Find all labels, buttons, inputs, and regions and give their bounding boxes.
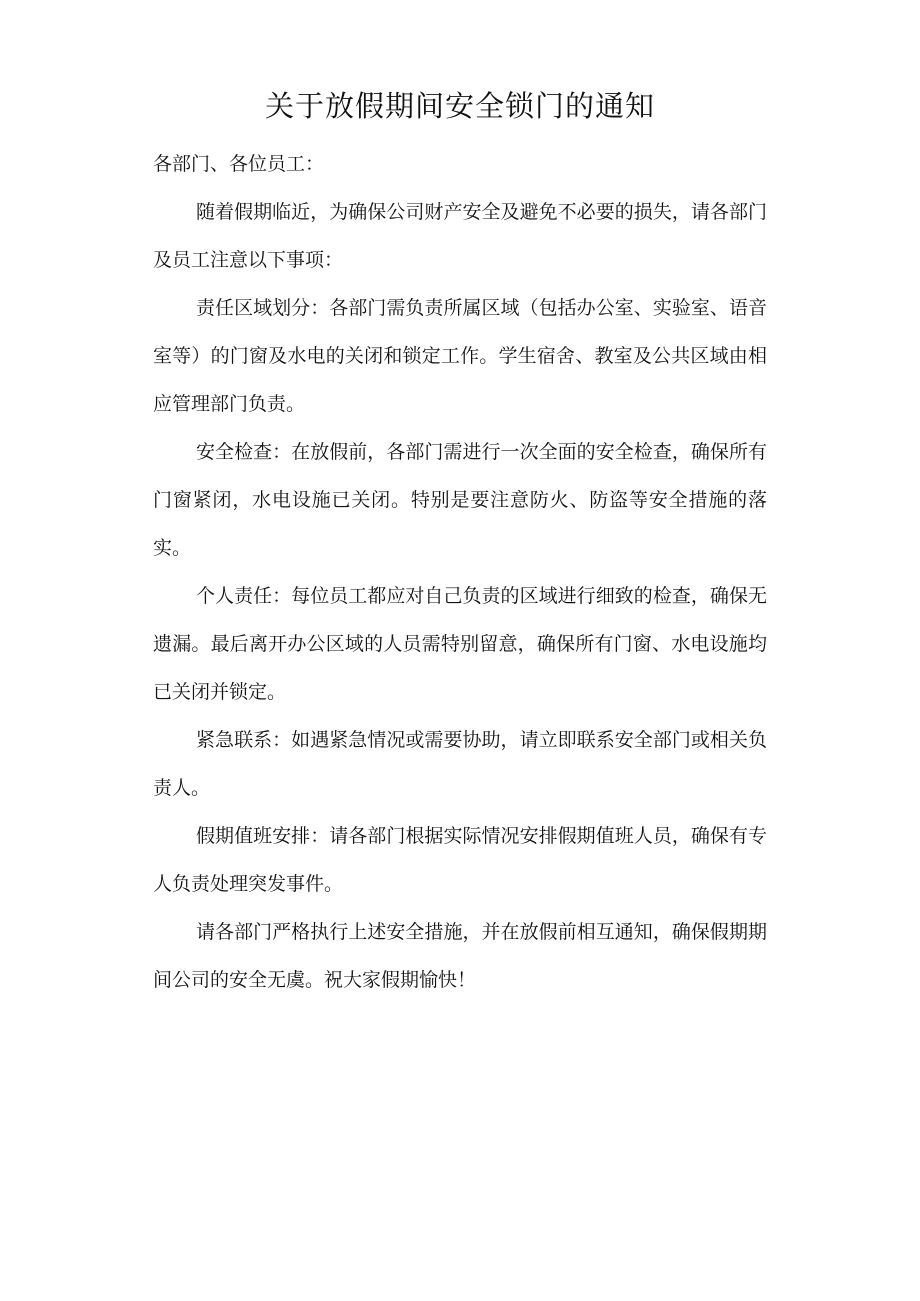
- salutation: 各部门、各位员工：: [153, 153, 325, 175]
- paragraph-holiday-duty: 假期值班安排：请各部门根据实际情况安排假期值班人员，确保有专人负责处理突发事件。: [153, 825, 767, 895]
- document-body: [153, 140, 767, 1004]
- paragraph-closing: 请各部门严格执行上述安全措施，并在放假前相互通知，确保假期期间公司的安全无虞。祝大家假期愉快！: [153, 921, 767, 991]
- paragraph-responsibility-areas: 责任区域划分：各部门需负责所属区域（包括办公室、实验室、语音室等）的门窗及水电的关闭和锁定工作。学生宿舍、教室及公共区域由相应管理部门负责。: [153, 297, 767, 415]
- paragraph-intro: 随着假期临近，为确保公司财产安全及避免不必要的损失，请各部门及员工注意以下事项：: [153, 201, 767, 271]
- paragraph-safety-check: 安全检查：在放假前，各部门需进行一次全面的安全检查，确保所有门窗紧闭，水电设施已关闭。特别是要注意防火、防盗等安全措施的落实。: [153, 441, 767, 559]
- document-title: 关于放假期间安全锁门的通知: [264, 89, 655, 123]
- paragraph-emergency-contact: 紧急联系：如遇紧急情况或需要协助，请立即联系安全部门或相关负责人。: [153, 729, 767, 799]
- paragraph-personal-responsibility: 个人责任：每位员工都应对自己负责的区域进行细致的检查，确保无遗漏。最后离开办公区域的人员需特别留意，确保所有门窗、水电设施均已关闭并锁定。: [153, 585, 767, 703]
